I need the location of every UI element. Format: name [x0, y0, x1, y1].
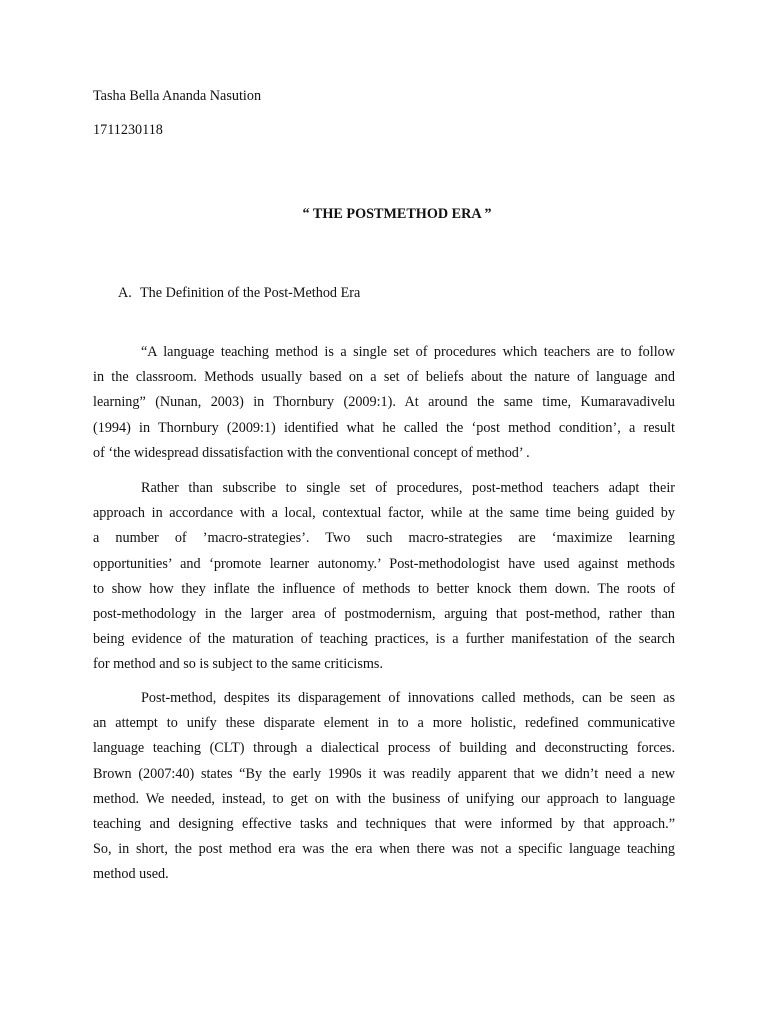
paragraph-line: approach in accordance with a local, contextual factor, while at the same time being guided by	[93, 505, 675, 522]
paragraph-line: being evidence of the maturation of teaching practices, is a further manifestation of the search	[93, 631, 675, 648]
paragraph-line: Brown (2007:40) states “By the early 1990s it was readily apparent that we didn’t need a new	[93, 765, 675, 782]
paragraph-line: opportunities’ and ‘promote learner autonomy.’ Post-methodologist have used against methods	[93, 555, 675, 572]
paragraph-line: “A language teaching method is a single set of procedures which teachers are to follow	[141, 344, 675, 360]
author-name: Tasha Bella Ananda Nasution	[93, 88, 262, 104]
paragraph-line: an attempt to unify these disparate element in to a more holistic, redefined communicative	[93, 715, 675, 732]
document-title: “ THE POSTMETHOD ERA ”	[302, 206, 492, 222]
section-heading	[118, 284, 360, 302]
paragraph-line: method. We needed, instead, to get on with the business of unifying our approach to language	[93, 790, 675, 807]
section-heading-text: The Definition of the Post-Method Era	[140, 285, 361, 301]
student-id: 1711230118	[93, 122, 163, 138]
paragraph-line: So, in short, the post method era was the era when there was not a specific language teaching	[93, 841, 675, 858]
paragraph-line: teaching and designing effective tasks and techniques that were informed by that approach.”	[93, 816, 675, 833]
paragraph-line: (1994) in Thornbury (2009:1) identified what he called the ‘post method condition’, a result	[93, 419, 675, 436]
paragraph-line: for method and so is subject to the same criticisms.	[93, 656, 383, 673]
paragraph-line: Rather than subscribe to single set of procedures, post-method teachers adapt their	[141, 480, 675, 496]
paragraph-line: a number of ’macro-strategies’. Two such macro-strategies are ‘maximize learning	[93, 530, 675, 547]
paragraph-2	[93, 476, 675, 678]
paragraph-line: Post-method, despites its disparagement of innovations called methods, can be seen as	[141, 690, 675, 706]
paragraph-line: to show how they inflate the influence of methods to better knock them down. The roots of	[93, 580, 675, 597]
section-marker: A.	[118, 285, 132, 301]
paragraph-3	[93, 686, 675, 888]
paragraph-1	[93, 340, 675, 466]
paragraph-line: of ‘the widespread dissatisfaction with the conventional concept of method’ .	[93, 444, 530, 461]
paragraph-line: method used.	[93, 866, 169, 883]
paragraph-line: in the classroom. Methods usually based on a set of beliefs about the nature of language and	[93, 369, 675, 386]
paragraph-line: post-methodology in the larger area of postmodernism, arguing that post-method, rather than	[93, 606, 675, 623]
paragraph-line: learning” (Nunan, 2003) in Thornbury (2009:1). At around the same time, Kumaravadivelu	[93, 394, 675, 411]
paragraph-line: language teaching (CLT) through a dialectical process of building and deconstructing forces.	[93, 740, 675, 757]
